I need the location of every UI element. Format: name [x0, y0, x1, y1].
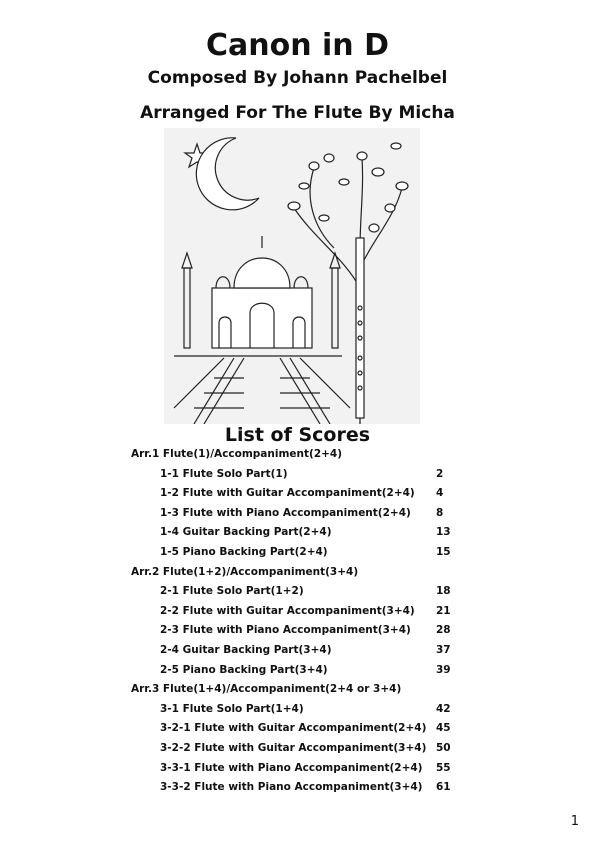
toc-entry: 1-1 Flute Solo Part(1) [160, 467, 288, 480]
cover-illustration [164, 128, 420, 424]
toc-entry: 1-3 Flute with Piano Accompaniment(2+4) [160, 506, 411, 519]
toc-entry: 3-2-1 Flute with Guitar Accompaniment(2+4) [160, 722, 427, 735]
toc-page-number: 18 [436, 585, 451, 598]
toc-page-number: 8 [436, 506, 444, 519]
toc-page-number: 28 [436, 624, 451, 637]
toc-entry: 3-3-1 Flute with Piano Accompaniment(2+4) [160, 761, 423, 774]
score-title: Canon in D [205, 28, 390, 63]
toc-entry: 2-3 Flute with Piano Accompaniment(3+4) [160, 624, 411, 637]
toc-page-number: 39 [436, 663, 451, 676]
arranger-line: Arranged For The Flute By Micha [140, 103, 455, 123]
toc-entry: 1-5 Piano Backing Part(2+4) [160, 546, 328, 558]
toc-heading: List of Scores [224, 424, 371, 446]
toc-entry: 3-1 Flute Solo Part(1+4) [160, 702, 304, 715]
toc-page-number: 15 [436, 546, 451, 558]
toc-entry: 1-2 Flute with Guitar Accompaniment(2+4) [160, 487, 415, 500]
toc-page-number: 50 [436, 742, 451, 754]
toc-page-number: 13 [436, 526, 451, 539]
walkway-icon [174, 356, 350, 424]
toc-entry: 2-2 Flute with Guitar Accompaniment(3+4) [160, 604, 415, 617]
toc-page-number: 37 [436, 644, 451, 656]
toc-page-number: 4 [436, 487, 444, 500]
toc-group-heading: Arr.1 Flute(1)/Accompaniment(2+4) [131, 448, 343, 460]
toc-page-number: 21 [436, 604, 451, 617]
toc-entry: 3-3-2 Flute with Piano Accompaniment(3+4) [160, 781, 423, 794]
toc-group-heading: Arr.3 Flute(1+4)/Accompaniment(2+4 or 3+4) [131, 683, 402, 696]
crescent-moon-icon [196, 138, 259, 210]
toc-page-number: 45 [436, 722, 451, 735]
toc-page-number: 42 [436, 702, 451, 715]
toc-entry: 2-1 Flute Solo Part(1+2) [160, 585, 304, 598]
toc-page-number: 61 [436, 781, 451, 794]
toc-entry: 2-4 Guitar Backing Part(3+4) [160, 644, 332, 656]
flute-icon [356, 238, 364, 418]
toc-entry: 1-4 Guitar Backing Part(2+4) [160, 526, 332, 539]
page-number: 1 [570, 814, 579, 829]
composer-line: Composed By Johann Pachelbel [147, 68, 448, 88]
toc-entry: 2-5 Piano Backing Part(3+4) [160, 663, 328, 676]
taj-mahal-icon [182, 236, 340, 348]
toc-page-number: 55 [436, 761, 451, 774]
toc-group-heading: Arr.2 Flute(1+2)/Accompaniment(3+4) [131, 565, 359, 578]
toc-entry: 3-2-2 Flute with Guitar Accompaniment(3+4) [160, 742, 427, 754]
toc-page-number: 2 [436, 467, 444, 480]
